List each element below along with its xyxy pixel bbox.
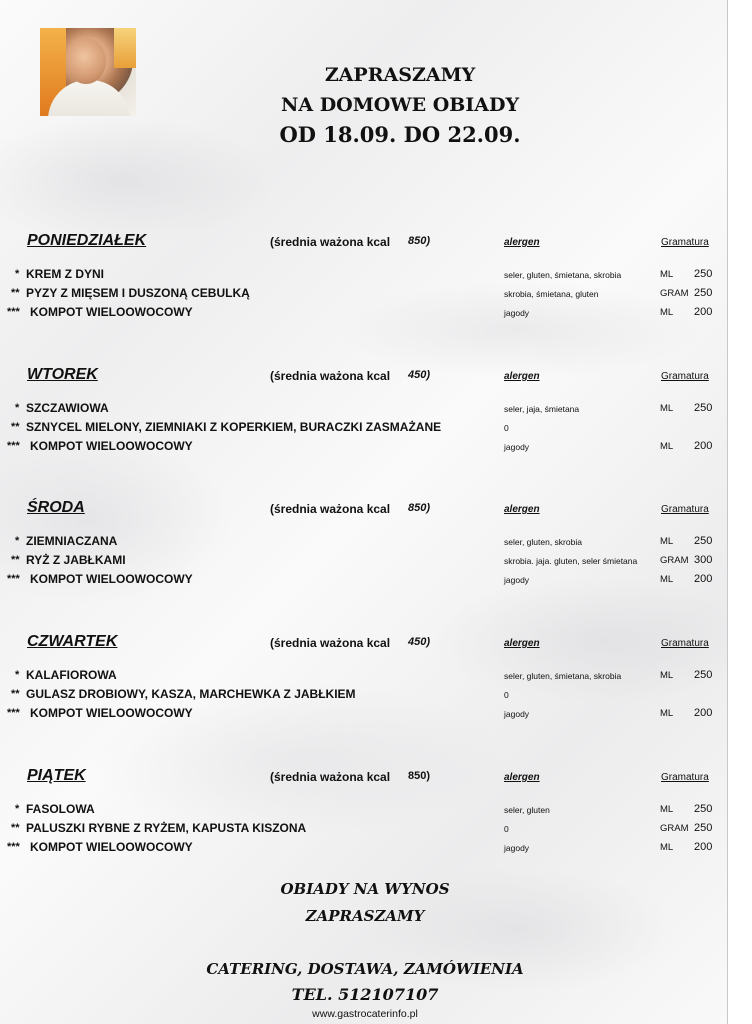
gramatura-header: Gramatura xyxy=(661,638,709,649)
portion-amount: 250 xyxy=(694,803,713,815)
portion-amount: 250 xyxy=(694,669,713,681)
portion-amount: 200 xyxy=(694,440,713,452)
dish-row xyxy=(0,687,727,703)
course-marker: *** xyxy=(7,707,20,719)
kcal-value: 450) xyxy=(408,369,431,381)
dish-name: ZIEMNIACZANA xyxy=(26,534,118,548)
allergen-header: alergen xyxy=(504,638,540,649)
kcal-label: (średnia ważona kcal xyxy=(270,235,391,249)
page-edge xyxy=(727,0,728,1024)
course-marker: * xyxy=(15,669,20,681)
dish-row xyxy=(0,572,727,588)
portion-unit: ML xyxy=(660,574,674,585)
dish-name: PYZY Z MIĘSEM I DUSZONĄ CEBULKĄ xyxy=(26,286,250,300)
course-marker: ** xyxy=(11,822,20,834)
gramatura-header: Gramatura xyxy=(661,772,709,783)
dish-allergens: seler, jaja, śmietana xyxy=(504,404,580,414)
day-name: PIĄTEK xyxy=(27,767,86,784)
course-marker: *** xyxy=(7,573,20,585)
dish-name: KOMPOT WIELOOWOCOWY xyxy=(30,439,193,453)
dish-row xyxy=(0,553,727,569)
kcal-value: 450) xyxy=(408,636,431,648)
dish-allergens: 0 xyxy=(504,423,509,433)
dish-name: KOMPOT WIELOOWOCOWY xyxy=(30,706,193,720)
portion-amount: 200 xyxy=(694,841,713,853)
allergen-header: alergen xyxy=(504,237,540,248)
dish-allergens: seler, gluten, śmietana, skrobia xyxy=(504,270,622,280)
dish-name: FASOLOWA xyxy=(26,802,95,816)
course-marker: ** xyxy=(11,421,20,433)
portion-amount: 250 xyxy=(694,402,713,414)
course-marker: * xyxy=(15,535,20,547)
dish-row xyxy=(0,401,727,417)
dish-row xyxy=(0,267,727,283)
kcal-value: 850) xyxy=(408,770,431,782)
allergen-header: alergen xyxy=(504,772,540,783)
course-marker: *** xyxy=(7,440,20,452)
day-name: WTOREK xyxy=(27,366,98,383)
dish-name: PALUSZKI RYBNE Z RYŻEM, KAPUSTA KISZONA xyxy=(26,821,307,835)
gramatura-header: Gramatura xyxy=(661,237,709,248)
portion-amount: 250 xyxy=(694,287,713,299)
dish-row xyxy=(0,706,727,722)
dish-row xyxy=(0,534,727,550)
dish-allergens: 0 xyxy=(504,824,509,834)
dish-row xyxy=(0,420,727,436)
menu-header xyxy=(230,60,570,150)
course-marker: * xyxy=(15,402,20,414)
portion-unit: GRAM xyxy=(660,555,689,566)
portion-unit: ML xyxy=(660,269,674,280)
dish-row xyxy=(0,286,727,302)
portion-unit: ML xyxy=(660,441,674,452)
portion-unit: ML xyxy=(660,536,674,547)
dish-name: KALAFIOROWA xyxy=(26,668,117,682)
footer-services: CATERING, DOSTAWA, ZAMÓWIENIA xyxy=(206,960,524,978)
portion-unit: GRAM xyxy=(660,823,689,834)
allergen-header: alergen xyxy=(504,504,540,515)
dish-allergens: 0 xyxy=(504,690,509,700)
dish-name: KOMPOT WIELOOWOCOWY xyxy=(30,840,193,854)
dish-allergens: jagody xyxy=(504,442,530,452)
dish-allergens: seler, gluten, skrobia xyxy=(504,537,582,547)
day-name: PONIEDZIAŁEK xyxy=(27,232,147,249)
day-header xyxy=(0,767,727,787)
day-header xyxy=(0,232,727,252)
kcal-value: 850) xyxy=(408,502,431,514)
portion-amount: 250 xyxy=(694,822,713,834)
dish-allergens: jagody xyxy=(504,709,530,719)
dish-name: RYŻ Z JABŁKAMI xyxy=(26,553,126,567)
dish-row xyxy=(0,821,727,837)
portion-amount: 300 xyxy=(694,554,713,566)
dish-name: KOMPOT WIELOOWOCOWY xyxy=(30,305,193,319)
kcal-label: (średnia ważona kcal xyxy=(270,369,391,383)
dish-name: KOMPOT WIELOOWOCOWY xyxy=(30,572,193,586)
dish-allergens: skrobia. jaja. gluten, seler śmietana xyxy=(504,556,638,566)
footer-website[interactable]: www.gastrocaterinfo.pl xyxy=(312,1008,418,1020)
dish-name: SZNYCEL MIELONY, ZIEMNIAKI Z KOPERKIEM, BURACZKI ZASMAŻANE xyxy=(26,420,442,434)
kcal-label: (średnia ważona kcal xyxy=(270,502,391,516)
course-marker: *** xyxy=(7,306,20,318)
kcal-value: 850) xyxy=(408,235,431,247)
portion-amount: 250 xyxy=(694,268,713,280)
footer-takeaway: OBIADY NA WYNOS xyxy=(280,880,450,898)
header-line-2: NA DOMOWE OBIADY xyxy=(280,94,520,116)
day-header xyxy=(0,366,727,386)
dish-name: SZCZAWIOWA xyxy=(26,401,109,415)
dish-allergens: jagody xyxy=(504,575,530,585)
gramatura-header: Gramatura xyxy=(661,504,709,515)
portion-unit: ML xyxy=(660,403,674,414)
dish-allergens: seler, gluten, śmietana, skrobia xyxy=(504,671,622,681)
dish-row xyxy=(0,305,727,321)
dish-row xyxy=(0,840,727,856)
dish-row xyxy=(0,668,727,684)
kcal-label: (średnia ważona kcal xyxy=(270,770,391,784)
dish-name: GULASZ DROBIOWY, KASZA, MARCHEWKA Z JABŁKIEM xyxy=(26,687,356,701)
portion-unit: ML xyxy=(660,842,674,853)
allergen-header: alergen xyxy=(504,371,540,382)
header-line-1: ZAPRASZAMY xyxy=(324,64,476,86)
portion-unit: GRAM xyxy=(660,288,689,299)
header-date-range: OD 18.09. DO 22.09. xyxy=(279,122,521,147)
portion-unit: ML xyxy=(660,708,674,719)
portion-amount: 250 xyxy=(694,535,713,547)
day-name: CZWARTEK xyxy=(27,633,118,650)
course-marker: ** xyxy=(11,554,20,566)
dish-allergens: jagody xyxy=(504,843,530,853)
portion-unit: ML xyxy=(660,670,674,681)
gramatura-header: Gramatura xyxy=(661,371,709,382)
course-marker: * xyxy=(15,268,20,280)
kcal-label: (średnia ważona kcal xyxy=(270,636,391,650)
day-name: ŚRODA xyxy=(27,499,85,516)
dish-allergens: jagody xyxy=(504,308,530,318)
portion-unit: ML xyxy=(660,307,674,318)
course-marker: ** xyxy=(11,688,20,700)
dish-allergens: skrobia, śmietana, gluten xyxy=(504,289,599,299)
dish-name: KREM Z DYNI xyxy=(26,267,104,281)
course-marker: *** xyxy=(7,841,20,853)
footer-phone: TEL. 512107107 xyxy=(291,985,439,1004)
portion-amount: 200 xyxy=(694,306,713,318)
day-header xyxy=(0,633,727,653)
course-marker: * xyxy=(15,803,20,815)
portion-unit: ML xyxy=(660,804,674,815)
portion-amount: 200 xyxy=(694,573,713,585)
dish-allergens: seler, gluten xyxy=(504,805,550,815)
chef-photo xyxy=(40,28,136,116)
course-marker: ** xyxy=(11,287,20,299)
dish-row xyxy=(0,439,727,455)
portion-amount: 200 xyxy=(694,707,713,719)
footer-invite: ZAPRASZAMY xyxy=(305,907,425,925)
dish-row xyxy=(0,802,727,818)
day-header xyxy=(0,499,727,519)
